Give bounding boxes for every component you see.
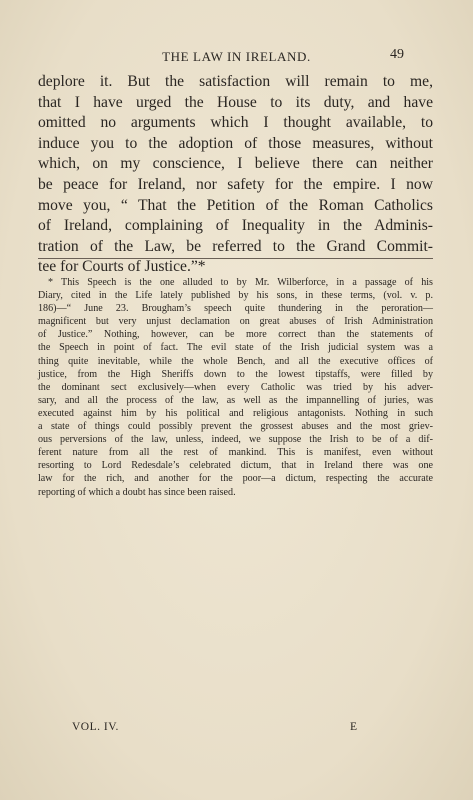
- footnote-line: * This Speech is the one alluded to by Mr. Wilberforce, in a passage of his: [48, 277, 433, 288]
- footnote-line: ous perversions of the law, unless, indeed, we suppose the Irish to be of a dif-: [38, 434, 433, 446]
- footnote-line: a state of things could possibly prevent the grossest abuses and the most griev-: [38, 421, 433, 433]
- page-footer: [0, 721, 473, 739]
- text-line: omitted no arguments which I thought available, to: [38, 114, 433, 132]
- footnote-line: the dominant sect exclusively—when every Catholic was tried by his adver-: [38, 381, 433, 393]
- text-line: that I have urged the House to its duty, and have: [38, 93, 433, 111]
- running-title: THE LAW IN IRELAND.: [162, 49, 311, 64]
- footnote-line: magnificent but very unjust declamation on great abuses of Irish Administration: [38, 316, 433, 328]
- text-line: induce you to the adoption of those measures, without: [38, 134, 433, 152]
- footnote-line: of Justice.” Nothing, however, can be more correct than the statements of: [38, 329, 433, 341]
- footnote-line: sary, and all the process of the law, as well as the impannelling of juries, was: [38, 394, 433, 406]
- page-header: [0, 47, 473, 67]
- text-line: be peace for Ireland, nor safety for the empire. I now: [38, 175, 433, 193]
- footnote-line: Diary, cited in the Life lately published by his sons, in these terms, (vol. v. p.: [38, 290, 433, 302]
- footnote-line: law for the rich, and another for the poor—a dictum, respecting the accurate: [38, 473, 433, 485]
- footnote-rule: [38, 258, 433, 259]
- signature-mark: E: [350, 721, 358, 733]
- footnote-line: executed against him by his political and religious antagonists. Nothing in such: [38, 407, 433, 419]
- text-line: of Ireland, complaining of Inequality in the Adminis-: [38, 217, 433, 235]
- footnote-line: thing quite inevitable, while the whole Bench, and all the executive offices of: [38, 355, 433, 367]
- footnote-line: ferent nature from all the rest of mankind. This is manifest, even without: [38, 447, 433, 459]
- footnote-line: resorting to Lord Redesdale’s celebrated dictum, that in Ireland there was one: [38, 460, 433, 472]
- footnote-line: reporting of which a doubt has since been raised.: [38, 486, 236, 498]
- page-number: 49: [390, 47, 404, 62]
- volume-label: VOL. IV.: [72, 721, 119, 733]
- footnote-line: the Speech in point of fact. The evil state of the Irish judicial system was a: [38, 342, 433, 354]
- footnote-line: justice, from the High Sheriffs down to the lowest tipstaffs, were filled by: [38, 368, 433, 380]
- footnote-line: 186)—“ June 23. Brougham’s speech quite thundering in the peroration—: [38, 303, 433, 315]
- text-line: tee for Courts of Justice.”*: [38, 258, 206, 276]
- text-line: move you, “ That the Petition of the Roman Catholics: [38, 196, 433, 214]
- text-line: tration of the Law, be referred to the Grand Commit-: [38, 237, 433, 255]
- text-line: which, on my conscience, I believe there can neither: [38, 155, 433, 173]
- main-text: [38, 72, 433, 278]
- text-line: deplore it. But the satisfaction will remain to me,: [38, 73, 433, 90]
- footnote: [38, 276, 433, 499]
